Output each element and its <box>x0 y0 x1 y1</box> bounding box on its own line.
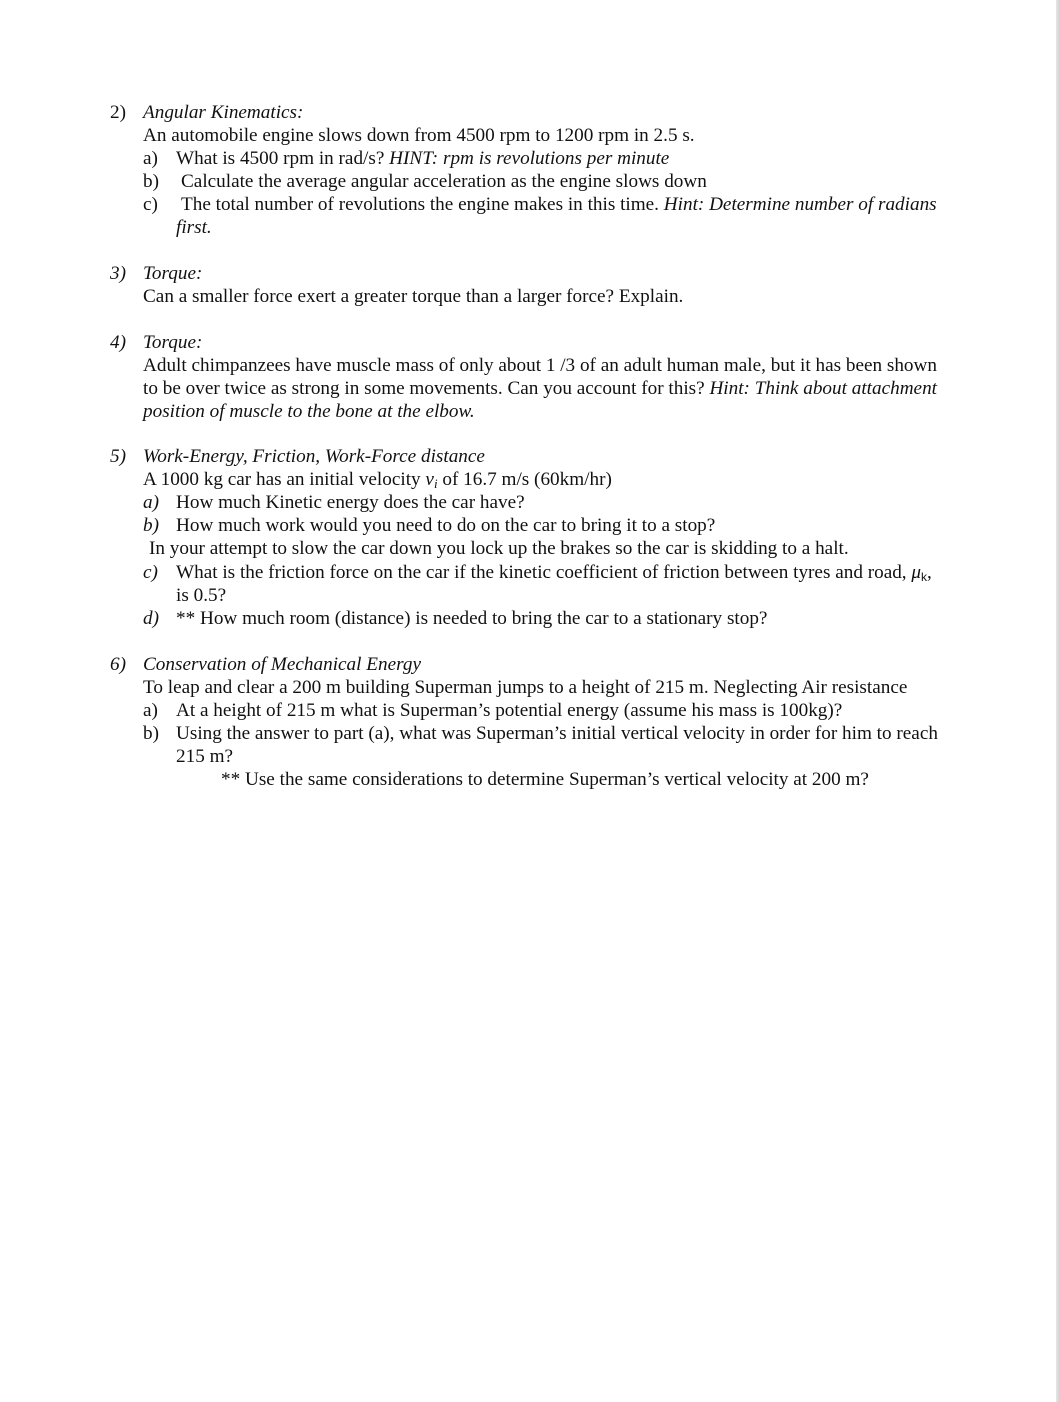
question-hint: Hint: Think about attachment <box>709 378 937 399</box>
part-label-b: b) <box>143 171 159 192</box>
part-a-question: What is 4500 rpm in rad/s? <box>176 148 385 169</box>
part-c-question: The total number of revolutions the engine makes in this time. <box>181 194 659 215</box>
question-body-line-2 <box>143 377 937 400</box>
question-number: 4) <box>110 332 126 353</box>
part-c-question: What is the friction force on the car if the kinetic coefficient of friction between tyres and road, <box>176 562 907 583</box>
part-label-b: b) <box>143 723 159 744</box>
part-b-text: Using the answer to part (a), what was Superman’s initial vertical velocity in order for him to reach <box>176 723 938 744</box>
part-d-text: ** How much room (distance) is needed to bring the car to a stationary stop? <box>176 608 768 629</box>
part-label-a: a) <box>143 148 158 169</box>
velocity-symbol: v <box>425 469 434 490</box>
question-hint-continued: position of muscle to the bone at the elbow. <box>143 401 475 422</box>
comma: , <box>927 562 932 583</box>
question-number: 6) <box>110 654 126 675</box>
part-c-hint-continued: first. <box>176 217 212 238</box>
question-title: Torque: <box>143 332 203 353</box>
question-title: Conservation of Mechanical Energy <box>143 654 421 675</box>
question-number: 3) <box>110 263 126 284</box>
part-b-text-continued: 215 m? <box>176 746 234 767</box>
velocity-subscript: i <box>433 476 438 491</box>
part-c-text-continued: is 0.5? <box>176 585 227 606</box>
part-c-hint: Hint: Determine number of radians <box>663 194 937 215</box>
part-a-text <box>176 147 669 170</box>
part-a-hint: HINT: rpm is revolutions per minute <box>389 148 670 169</box>
question-title: Work-Energy, Friction, Work-Force distance <box>143 446 485 467</box>
question-title: Angular Kinematics: <box>143 102 304 123</box>
part-b-text: Calculate the average angular acceleration as the engine slows down <box>181 171 707 192</box>
part-label-c: c) <box>143 194 158 215</box>
part-a-text: How much Kinetic energy does the car have? <box>176 492 525 513</box>
question-number: 2) <box>110 102 126 123</box>
bonus-note: ** Use the same considerations to determine Superman’s vertical velocity at 200 m? <box>221 769 869 790</box>
intro-text-pre: A 1000 kg car has an initial velocity <box>143 469 421 490</box>
intro-text-post: of 16.7 m/s (60km/hr) <box>442 469 612 490</box>
question-middle-text: In your attempt to slow the car down you lock up the brakes so the car is skidding to a halt. <box>149 538 849 559</box>
question-intro: An automobile engine slows down from 4500 rpm to 1200 rpm in 2.5 s. <box>143 125 695 146</box>
part-c-text <box>181 193 937 216</box>
part-label-c: c) <box>143 562 158 583</box>
question-title: Torque: <box>143 263 203 284</box>
part-label-a: a) <box>143 492 159 513</box>
part-label-a: a) <box>143 700 158 721</box>
page-edge-shadow <box>1056 0 1060 1402</box>
mu-symbol: μ <box>911 562 922 583</box>
part-label-b: b) <box>143 515 159 536</box>
mu-subscript: k <box>921 570 928 584</box>
question-body: Can a smaller force exert a greater torque than a larger force? Explain. <box>143 286 684 307</box>
part-label-d: d) <box>143 608 159 629</box>
part-b-text: How much work would you need to do on the car to bring it to a stop? <box>176 515 716 536</box>
question-body-text: to be over twice as strong in some movements. Can you account for this? <box>143 378 705 399</box>
question-intro: To leap and clear a 200 m building Superman jumps to a height of 215 m. Neglecting Air resistance <box>143 677 908 698</box>
question-body-line-1: Adult chimpanzees have muscle mass of only about 1 /3 of an adult human male, but it has been shown <box>143 355 937 376</box>
part-c-text <box>176 561 932 589</box>
part-a-text: At a height of 215 m what is Superman’s potential energy (assume his mass is 100kg)? <box>176 700 843 721</box>
question-number: 5) <box>110 446 126 467</box>
